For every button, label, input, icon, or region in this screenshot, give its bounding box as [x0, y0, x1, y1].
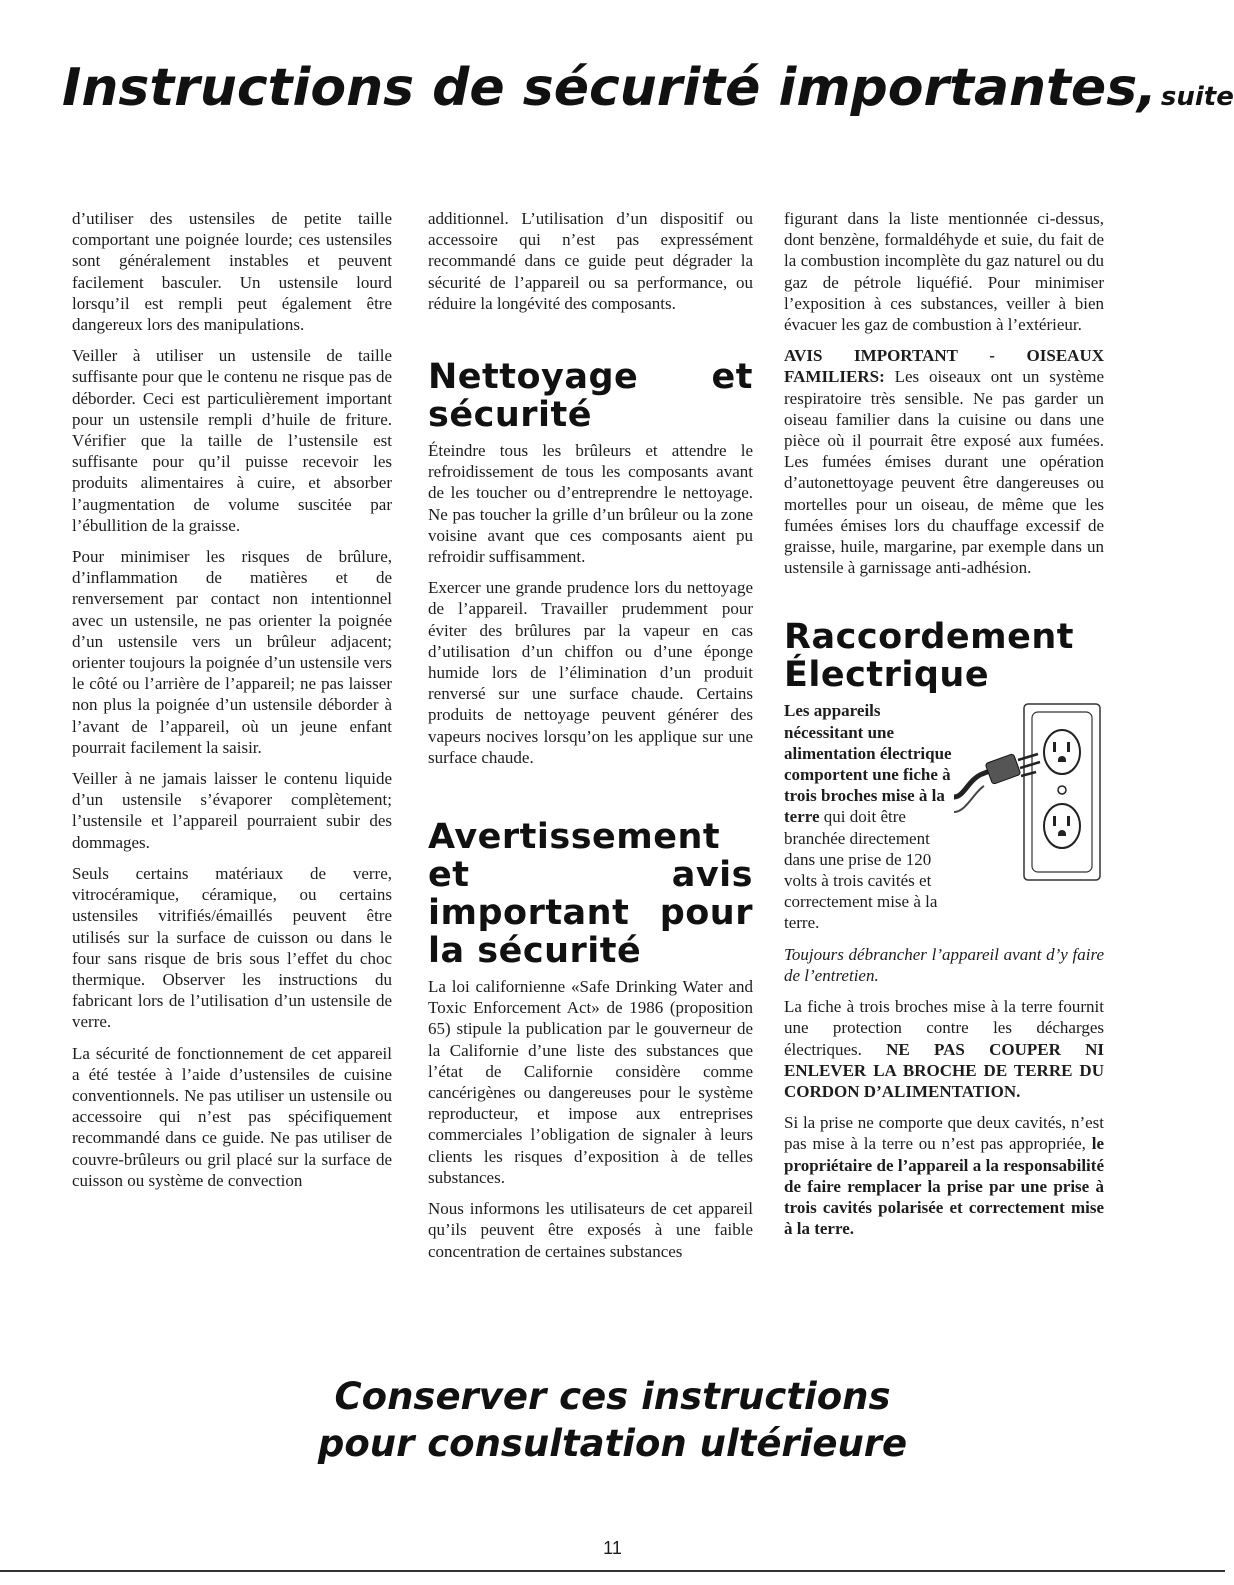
paragraph: Toujours débrancher l’appareil avant d’y faire de l’entretien.: [784, 944, 1104, 985]
paragraph: Seuls certains matériaux de verre, vitrocéramique, céramique, ou certains ustensiles vitrifiés/émaillés peuvent être utilisés sur la surface de cuisson ou dans le four sans risque de bris sous l’effet du choc thermique. Observer les instructions du fabricant lors de l’utilisation d’un ustensile de verre.: [72, 863, 392, 1032]
grounding-text: qui doit être branchée directement dans une prise de 120 volts à trois cavités et correctement mise à la terre.: [784, 807, 938, 933]
paragraph: Éteindre tous les brûleurs et attendre le refroidissement de tous les composants avant de les toucher ou d’entreprendre le nettoyage. Ne pas toucher la grille d’un brûleur ou la zone voisine avant que ces composants aient pu refroidir suffisamment.: [428, 441, 753, 567]
paragraph: Veiller à ne jamais laisser le contenu liquide d’un ustensile s’évaporer complètement; l’ustensile et l’appareil pourraient subir des dommages.: [72, 769, 392, 852]
grounding-block: [784, 700, 1104, 933]
paragraph: Pour minimiser les risques de brûlure, d’inflammation de matières et de renversement par contact non intentionnel avec un ustensile, ne pas orienter la poignée d’un ustensile vers un brûleur adjacent; orienter toujours la poignée d’un ustensile vers le côté ou l’arrière de l’appareil; ne pas laisser non plus la poignée d’un ustensile déborder à l’avant de l’appareil, où un jeune enfant pourrait facilement la saisir.: [72, 547, 392, 757]
bottom-rule: [0, 1570, 1225, 1572]
page-title-text: Instructions de sécurité importantes,: [62, 58, 1157, 118]
page-title: [62, 58, 1234, 128]
outlet-warning: le propriétaire de l’appareil a la responsabilité de faire remplacer la prise par une prise à trois cavités polarisée et correctement mise à la terre.: [784, 1134, 1104, 1239]
paragraph: [784, 345, 1104, 578]
paragraph: Exercer une grande prudence lors du nettoyage de l’appareil. Travailler prudemment pour éviter des brûlures par la vapeur en cas d’utilisation d’un chiffon ou d’une éponge humide lors de l’élimination d’un produit renversé sur une surface chaude. Certains produits de nettoyage peuvent générer des vapeurs nocives lorsqu’on les applique sur une surface chaude.: [428, 578, 753, 767]
column-2: [428, 208, 753, 1272]
footer-line-1: Conserver ces instructions: [334, 1375, 891, 1418]
footer-line-2: pour consultation ultérieure: [317, 1422, 908, 1465]
paragraph: additionnel. L’utilisation d’un dispositif ou accessoire qui n’est pas expressément recommandé dans ce guide peut dégrader la sécurité de l’appareil ou sa performance, ou réduire la longévité des composants.: [428, 209, 753, 313]
paragraph: La loi californienne «Safe Drinking Water and Toxic Enforcement Act» de 1986 (proposition 65) stipule la publication par le gouverneur de la Californie d’une liste des substances que l’état de Californie considère comme cancérigènes ou dangereuses pour le système reproducteur, et impose aux entreprises commerciales l’obligation de signaler à leurs clients les risques d’exposition à de telles substances.: [428, 977, 753, 1187]
paragraph: La sécurité de fonctionnement de cet appareil a été testée à l’aide d’ustensiles de cuisine conventionnels. Ne pas utiliser un ustensile ou accessoire qui n’est pas spécifiquement recommandé dans ce guide. Ne pas utiliser de couvre-brûleurs ou gril placé sur la surface de cuisson ou système de convection: [72, 1043, 392, 1190]
column-3: [784, 208, 1104, 1249]
paragraph: Veiller à utiliser un ustensile de taille suffisante pour que le contenu ne risque pas de déborder. Ceci est particulièrement important pour un ustensile rempli d’huile de friture. Vérifier que la taille de l’ustensile est suffisante pour qu’il puisse recevoir les produits alimentaires à cuire, et absorber l’augmentation de volume suscitée par l’ébullition de la graisse.: [72, 346, 392, 535]
grounding-label: Les appareils nécessitant une alimentation électrique comportent une fiche à trois broches mise à la terre: [784, 701, 952, 827]
paragraph: [784, 1112, 1104, 1239]
plug-warning: NE PAS COUPER NI ENLEVER LA BROCHE DE TERRE DU CORDON D’ALIMENTATION.: [784, 1039, 1104, 1101]
column-1: [72, 208, 392, 1201]
plug-text: La fiche à trois broches mise à la terre fournit une protection contre les décharges électriques.: [784, 997, 1104, 1059]
paragraph: figurant dans la liste mentionnée ci-dessus, dont benzène, formaldéhyde et suie, du fait de la combustion incomplète du gaz naturel ou du gaz de pétrole liquéfié. Pour minimiser l’exposition à ces substances, veiller à bien évacuer les gaz de combustion à l’extérieur.: [784, 209, 1104, 335]
page-title-suffix: suite: [1160, 82, 1234, 112]
section-heading-warning: Avertissement et avis important pour la sécurité: [428, 817, 753, 972]
bird-warning-label: AVIS IMPORTANT - OISEAUX FAMILIERS:: [784, 346, 1104, 387]
paragraph: [784, 700, 959, 933]
page-number: 11: [603, 1538, 622, 1558]
outlet-plug-icon: [954, 702, 1104, 887]
outlet-text: Si la prise ne comporte que deux cavités, n’est pas mise à la terre ou n’est pas appropriée,: [784, 1113, 1104, 1154]
paragraph: [784, 996, 1104, 1102]
paragraph: d’utiliser des ustensiles de petite taille comportant une poignée lourde; ces ustensiles sont généralement instables et peuvent facilement basculer. Un ustensile lourd lorsqu’il est rempli peut également être dangereux lors des manipulations.: [72, 209, 392, 335]
paragraph: Nous informons les utilisateurs de cet appareil qu’ils peuvent être exposés à une faible concentration de certaines substances: [428, 1199, 753, 1261]
section-heading-cleaning: Nettoyage et sécurité: [428, 357, 753, 436]
section-heading-electrical: Raccordement Électrique: [784, 617, 1075, 696]
bird-warning-text: Les oiseaux ont un système respiratoire très sensible. Ne pas garder un oiseau familier dans la cuisine ou dans une pièce où il pourrait être exposé aux fumées. Les fumées émises durant une opération d’autonettoyage peuvent être dangereuses ou mortelles pour un oiseau, de même que les fumées émises lors du chauffage excessif de graisse, huile, margarine, par exemple dans un ustensile à garnissage anti-adhésion.: [784, 367, 1104, 578]
